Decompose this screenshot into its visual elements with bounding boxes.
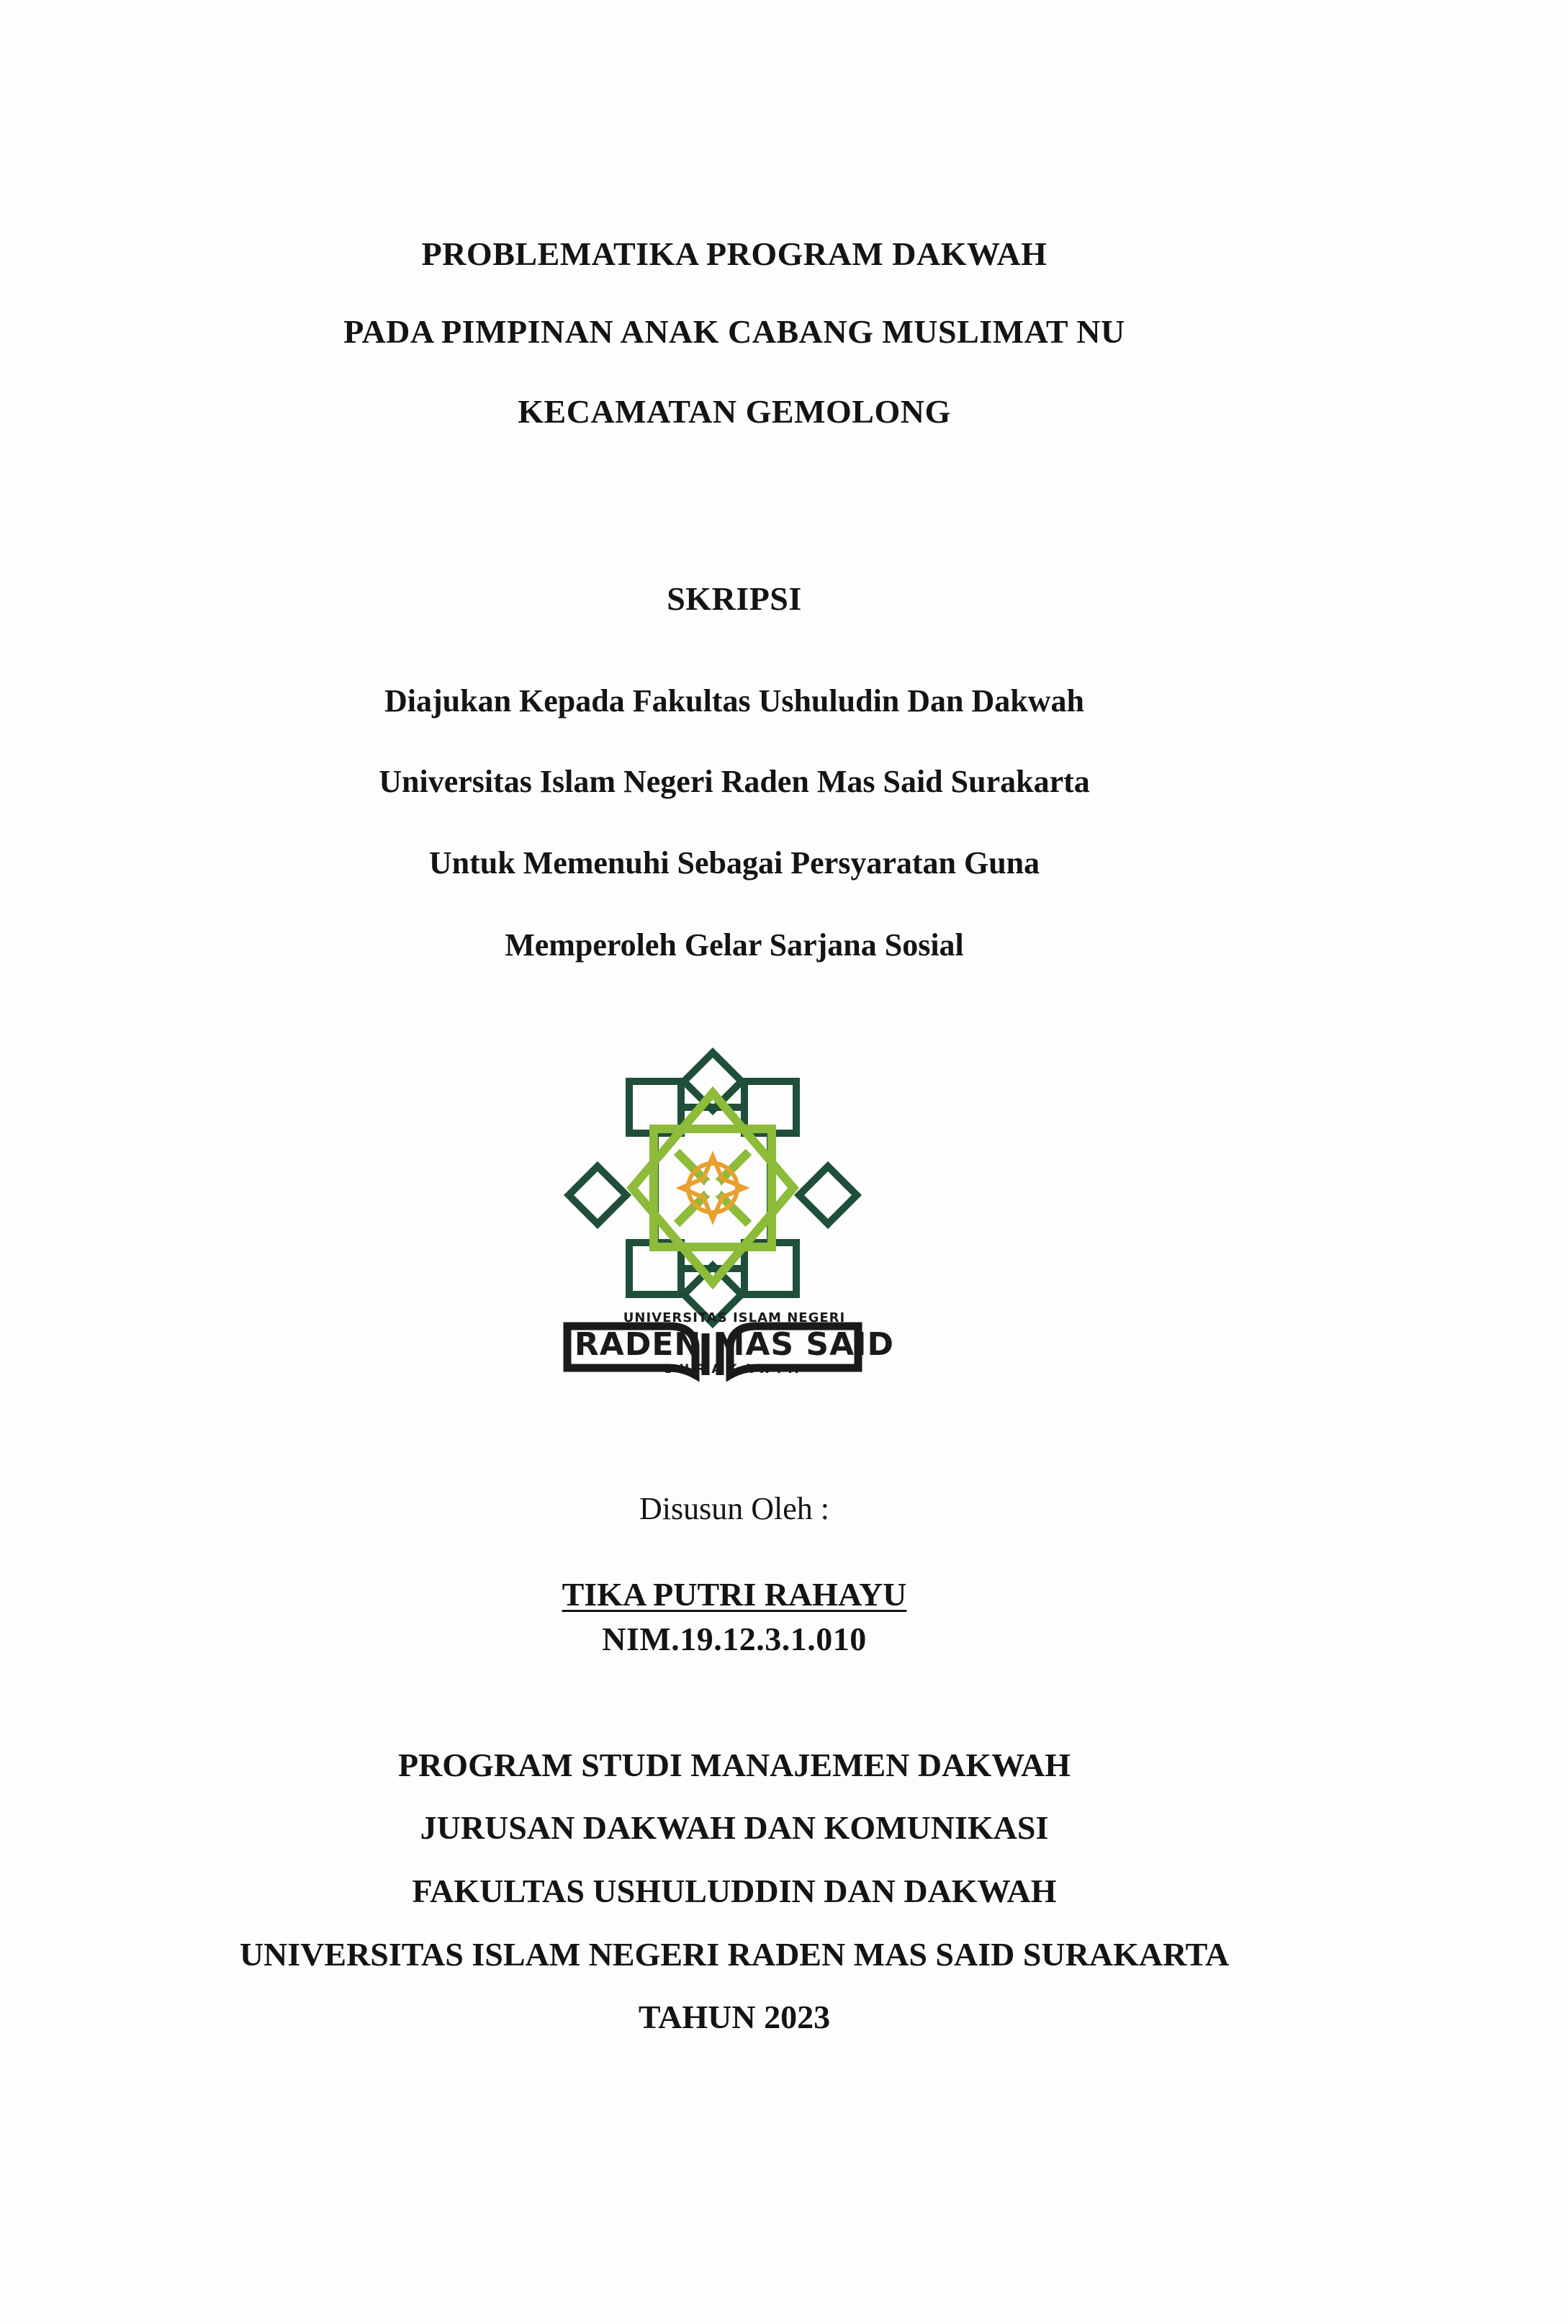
logo-text-name: RADEN MAS SAID: [574, 1326, 895, 1363]
author-nim: NIM.19.12.3.1.010: [602, 1621, 867, 1657]
institution-faculty: FAKULTAS USHULUDDIN DAN DAKWAH: [412, 1873, 1057, 1909]
title-line-1: PROBLEMATIKA PROGRAM DAKWAH: [421, 235, 1047, 272]
title-line-3: KECAMATAN GEMOLONG: [518, 393, 951, 430]
submission-line-3: Untuk Memenuhi Sebagai Persyaratan Guna: [428, 845, 1040, 880]
institution-year: TAHUN 2023: [638, 1999, 831, 2035]
logo-text-university: UNIVERSITAS ISLAM NEGERI: [623, 1310, 846, 1325]
logo-text-city: SURAKARTA: [664, 1362, 805, 1377]
logo-star-emblem-icon: [569, 1053, 857, 1323]
title-line-2: PADA PIMPINAN ANAK CABANG MUSLIMAT NU: [343, 313, 1125, 350]
institution-university: UNIVERSITAS ISLAM NEGERI RADEN MAS SAID SURAKARTA: [239, 1936, 1230, 1973]
document-type: SKRIPSI: [667, 580, 802, 617]
submission-line-4: Memperoleh Gelar Sarjana Sosial: [505, 927, 964, 963]
submission-line-1: Diajukan Kepada Fakultas Ushuludin Dan Dakwah: [384, 683, 1085, 719]
submission-line-2: Universitas Islam Negeri Raden Mas Said Surakarta: [379, 764, 1090, 799]
author-name: TIKA PUTRI RAHAYU: [562, 1576, 907, 1613]
author-label: Disusun Oleh :: [639, 1491, 829, 1526]
institution-program: PROGRAM STUDI MANAJEMEN DAKWAH: [397, 1747, 1071, 1783]
institution-department: JURUSAN DAKWAH DAN KOMUNIKASI: [420, 1809, 1049, 1846]
